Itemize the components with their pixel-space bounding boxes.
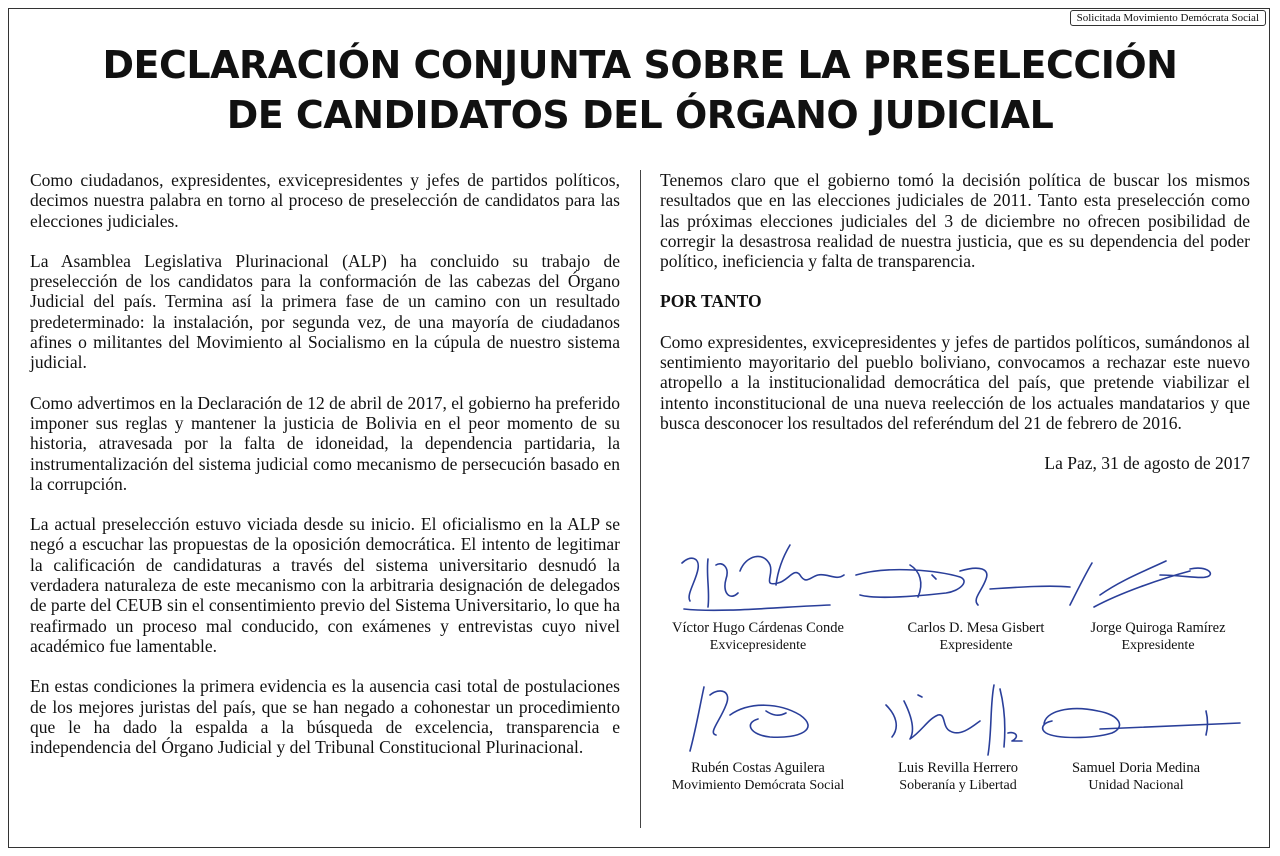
title-line-1: DECLARACIÓN CONJUNTA SOBRE LA PRESELECCIÓN <box>102 43 1178 87</box>
paragraph: Tenemos claro que el gobierno tomó la decisión política de buscar los mismos resultados que en las elecciones judiciales de 2011. Tanto esta preselección como las próximas elecciones judiciales del 3 de diciembre no ofrecen posibilidad de corregir la desastrosa realidad de nuestra justicia, que es su dependencia del poder político, ineficiencia y falta de transparencia. <box>660 170 1250 272</box>
signatory-name: Víctor Hugo Cárdenas Conde <box>672 620 844 636</box>
signatory-role: Unidad Nacional <box>1088 778 1184 793</box>
signatory-6 <box>1038 759 1234 795</box>
paragraph: La actual preselección estuvo viciada desde su inicio. El oficialismo en la ALP se negó a escuchar las propuestas de la oposición democrática. El intento de legitimar la calificación de candidaturas a través del sistema universitario desnudó la verdadera naturaleza de este mecanismo con la arbitraria designación de delegados de parte del CEUB sin el consentimiento previo del Sistema Universitario, lo que ha reafirmado un proceso mal conducido, con exámenes y entrevistas cuyo nivel académico fue lamentable. <box>30 514 621 656</box>
signature-row-2 <box>660 675 1250 815</box>
signatory-name: Luis Revilla Herrero <box>898 760 1018 776</box>
signatory-name: Carlos D. Mesa Gisbert <box>907 620 1045 636</box>
place-date: La Paz, 31 de agosto de 2017 <box>1044 453 1250 474</box>
signatory-role: Movimiento Demócrata Social <box>671 778 845 793</box>
paragraph: En estas condiciones la primera evidencia es la ausencia casi total de postulaciones de los mejores juristas del país, que se han negado a cohonestar un procedimiento que le ha dado la espalda a la búsqueda de excelencia, transparencia e independencia del Órgano Judicial y del Tribunal Constitucional Plurinacional. <box>30 676 620 758</box>
section-heading: POR TANTO <box>660 291 762 312</box>
signature-image-row-1 <box>660 535 1250 625</box>
paragraph: Como ciudadanos, expresidentes, exvicepresidentes y jefes de partidos políticos, decimos nuestra palabra en torno al proceso de preselección de candidatos para las elecciones judiciales. <box>30 170 620 231</box>
signatory-name: Rubén Costas Aguilera <box>691 760 825 776</box>
signatory-1 <box>660 619 856 655</box>
signatory-2 <box>878 619 1074 655</box>
page-title <box>0 40 1280 140</box>
paragraph: Como expresidentes, exvicepresidentes y jefes de partidos políticos, sumándonos al sentimiento mayoritario del pueblo boliviano, convocamos a rechazar este nuevo atropello a la institucionalidad democrática del país, que pretende viabilizar el intento inconstitucional de una nueva reelección de los actuales mandatarios y que busca desconocer los resultados del referéndum del 21 de febrero de 2016. <box>660 331 1250 433</box>
title-line-2: DE CANDIDATOS DEL ÓRGANO JUDICIAL <box>226 93 1054 137</box>
signature-row-1 <box>660 535 1250 675</box>
signatory-4 <box>660 759 856 795</box>
signatory-role: Exvicepresidente <box>709 638 807 653</box>
signatory-5 <box>860 759 1056 795</box>
header-tag: Solicitada Movimiento Demócrata Social <box>1070 10 1266 26</box>
signatory-role: Expresidente <box>1121 638 1195 653</box>
signatory-3 <box>1060 619 1256 655</box>
left-column <box>30 170 620 777</box>
signatory-name: Jorge Quiroga Ramírez <box>1090 620 1226 636</box>
signatory-role: Expresidente <box>939 638 1013 653</box>
paragraph: Como advertimos en la Declaración de 12 de abril de 2017, el gobierno ha preferido imponer sus reglas y mantener la justicia de Bolivia en el peor momento de su historia, atravesada por la falta de idoneidad, la dependencia partidaria, la instrumentalización del sistema judicial como mecanismo de persecución basado en la corrupción. <box>30 392 620 494</box>
paragraph: La Asamblea Legislativa Plurinacional (ALP) ha concluido su trabajo de preselección de los candidatos para la conformación de las cabezas del Órgano Judicial del país. Termina así la primera fase de un camino con un resultado predeterminado: la instalación, por segunda vez, de una mayoría de ciudadanos afines o militantes del Movimiento al Socialismo en la cúpula de nuestro sistema judicial. <box>30 250 620 373</box>
signatory-role: Soberanía y Libertad <box>899 778 1017 793</box>
right-column <box>660 170 1250 494</box>
column-divider <box>640 170 641 828</box>
signatory-name: Samuel Doria Medina <box>1071 760 1201 776</box>
signature-image-row-2 <box>660 675 1250 765</box>
